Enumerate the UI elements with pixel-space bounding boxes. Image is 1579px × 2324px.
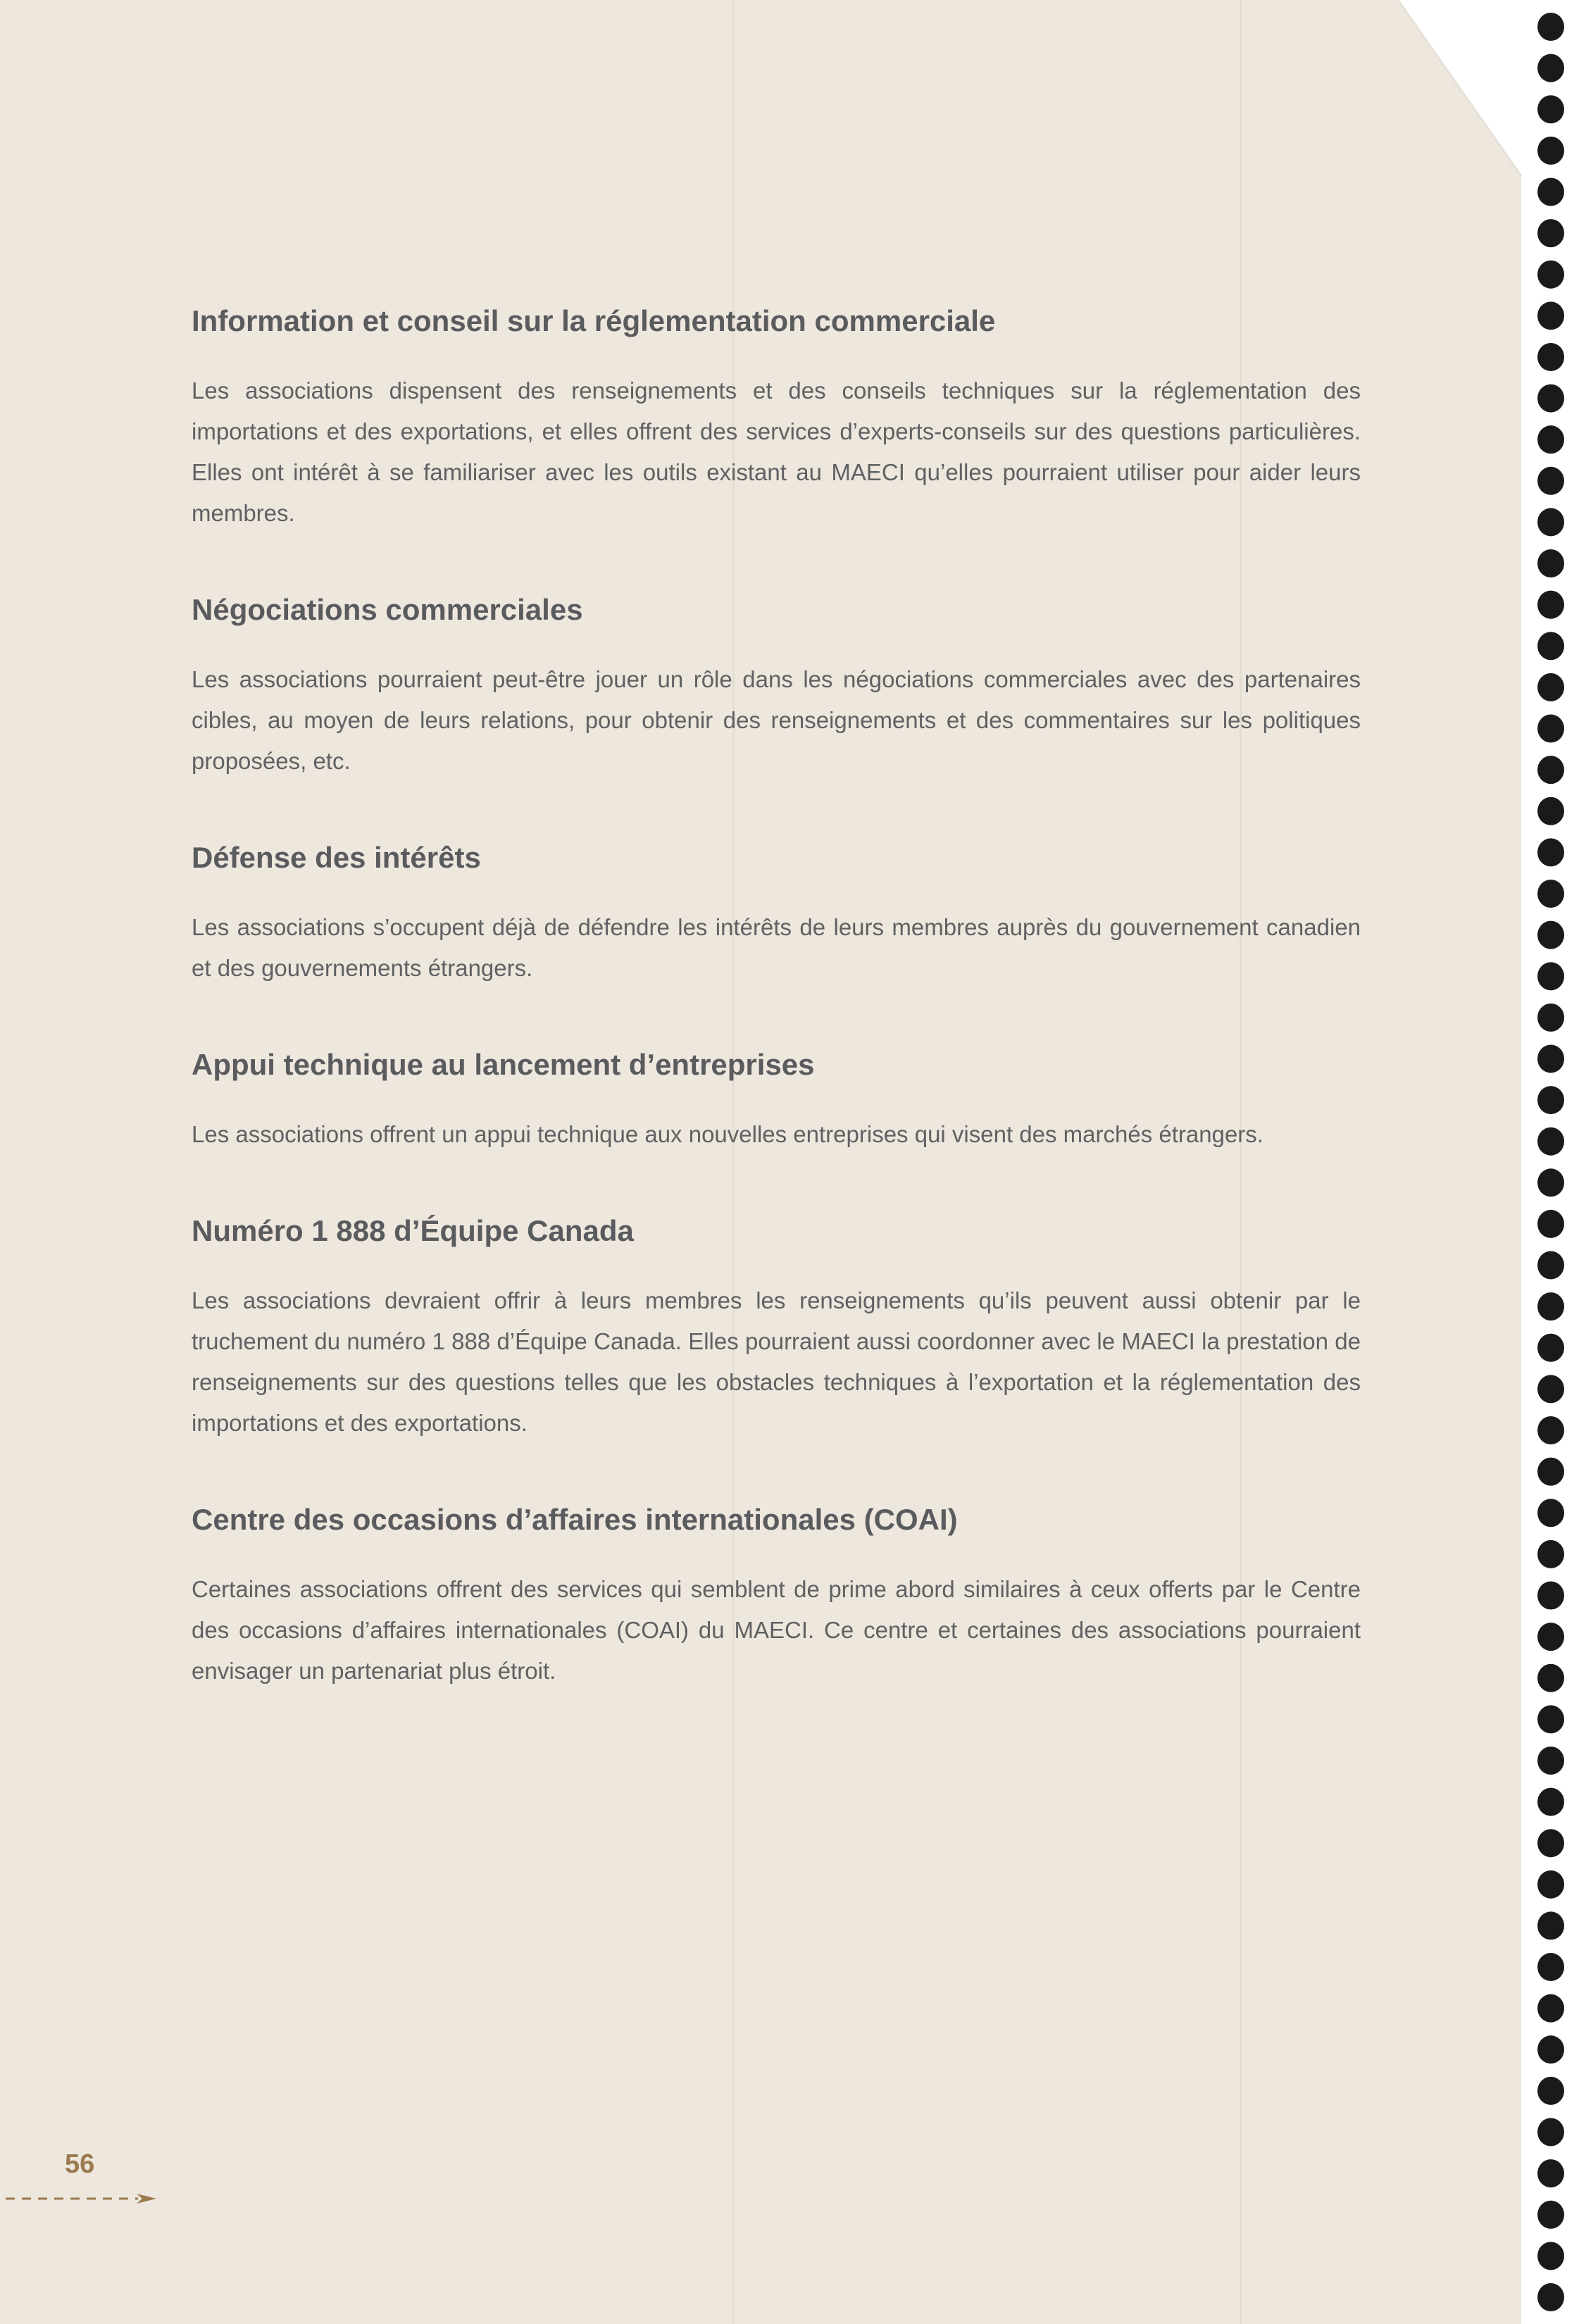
binding-hole [1537,219,1564,247]
binding-hole [1537,1664,1564,1692]
section-heading: Information et conseil sur la réglementation commerciale [192,304,996,337]
section-negociations [192,592,1361,782]
binding-hole [1537,2283,1564,2311]
binding-hole [1537,1086,1564,1114]
binding-hole [1537,2242,1564,2270]
binding-hole [1537,1210,1564,1238]
binding-hole [1537,921,1564,949]
binding-hole [1537,1540,1564,1568]
binding-hole [1537,2077,1564,2105]
binding-hole [1537,1251,1564,1280]
dashed-arrow-icon [6,2192,161,2206]
binding-hole [1537,1044,1564,1073]
page-number: 56 [65,2149,95,2179]
section-heading: Appui technique au lancement d’entreprises [192,1048,815,1081]
section-coai [192,1501,1361,1692]
binding-hole [1537,13,1564,41]
binding-hole [1537,1788,1564,1816]
binding-hole [1537,1334,1564,1362]
binding-hole [1537,425,1564,454]
section-appui-technique [192,1047,1361,1155]
binding-hole [1537,1004,1564,1032]
section-paragraph: Certaines associations offrent des services qui semblent de prime abord similaires à ceux offerts par le Centre des occasions d’affaires internationales (COAI) du MAECI. Ce centre et certaines des associations pourraient envisager un partenariat plus étroit. [192,1576,1361,1684]
binding-hole [1537,591,1564,619]
section-paragraph: Les associations dispensent des renseignements et des conseils techniques sur la réglementation des importations et des exportations, et elles offrent des services d’experts-conseils sur des questions particulières. Elles ont intérêt à se familiariser avec les outils existant au MAECI qu’elles pourraient utiliser pour aider leurs membres. [192,377,1361,526]
binding-hole [1537,1623,1564,1651]
binding-hole [1537,715,1564,743]
section-paragraph: Les associations devraient offrir à leurs membres les renseignements qu’ils peuvent aussi obtenir par le truchement du numéro 1 888 d’Équipe Canada. Elles pourraient aussi coordonner avec le MAECI la prestation de renseignements sur des questions telles que les obstacles techniques à l’exportation et la réglementation des importations et des exportations. [192,1287,1361,1436]
section-paragraph: Les associations offrent un appui technique aux nouvelles entreprises qui visent des marchés étrangers. [192,1121,1263,1147]
section-heading: Numéro 1 888 d’Équipe Canada [192,1214,634,1247]
binding-hole [1537,1747,1564,1775]
binding-hole [1537,1458,1564,1486]
binding-hole [1537,137,1564,165]
binding-hole [1537,2118,1564,2147]
binding-hole [1537,1994,1564,2023]
binding-hole [1537,1127,1564,1156]
binding-hole [1537,343,1564,371]
binding-hole [1537,2035,1564,2063]
binding-hole [1537,1292,1564,1320]
binding-hole [1537,261,1564,289]
section-heading: Centre des occasions d’affaires internationales (COAI) [192,1503,958,1536]
binding-hole [1537,95,1564,123]
binding-hole [1537,1911,1564,1939]
section-paragraph: Les associations s’occupent déjà de défendre les intérêts de leurs membres auprès du gouvernement canadien et des gouvernements étrangers. [192,914,1361,981]
binding-hole [1537,1499,1564,1527]
section-paragraph: Les associations pourraient peut-être jouer un rôle dans les négociations commerciales avec des partenaires cibles, au moyen de leurs relations, pour obtenir des renseignements et des commentaires sur les politiques proposées, etc. [192,666,1361,774]
section-equipe-canada [192,1213,1361,1444]
binding-hole [1537,1168,1564,1197]
section-heading: Défense des intérêts [192,841,481,874]
binding-hole [1537,880,1564,908]
binding-hole [1537,549,1564,577]
binding-hole [1537,2159,1564,2187]
binding-hole [1537,1829,1564,1857]
binding-hole [1537,385,1564,413]
binding-hole [1537,1375,1564,1403]
binding-hole [1537,632,1564,660]
section-reglementation [192,303,1361,534]
binding-hole [1537,301,1564,330]
binding-hole [1537,797,1564,825]
binding-hole [1537,1870,1564,1899]
binding-hole [1537,1705,1564,1733]
section-defense-interets [192,839,1361,989]
section-heading: Négociations commerciales [192,593,583,626]
binding-hole [1537,508,1564,536]
binding-hole [1537,673,1564,701]
binding-hole [1537,838,1564,866]
binding-hole [1537,962,1564,990]
binding-hole [1537,756,1564,784]
main-content [192,303,1361,1749]
binding-hole [1537,54,1564,82]
binding-hole [1537,467,1564,495]
binding-hole [1537,1953,1564,1981]
spiral-binding-holes [1523,0,1579,2324]
binding-hole [1537,1581,1564,1609]
binding-hole [1537,1416,1564,1444]
binding-hole [1537,2201,1564,2229]
binding-hole [1537,177,1564,206]
